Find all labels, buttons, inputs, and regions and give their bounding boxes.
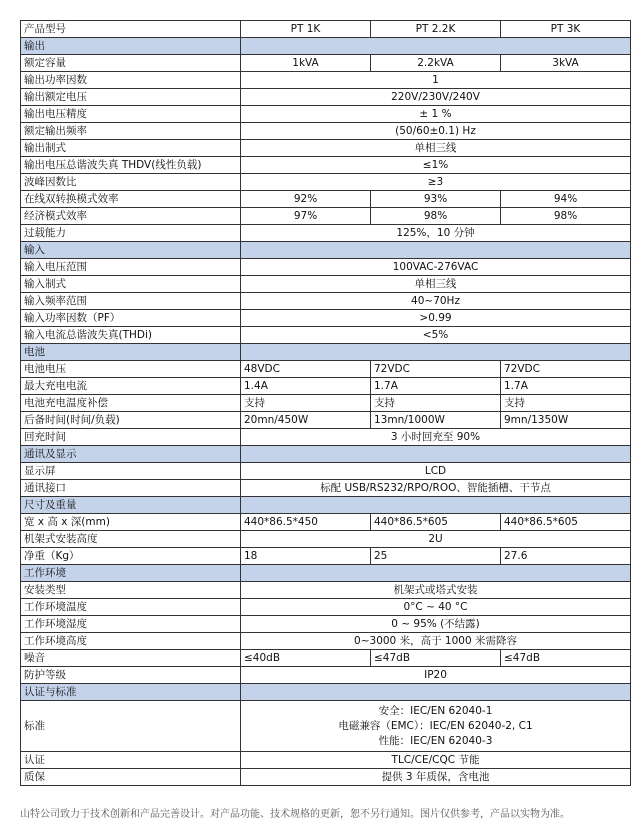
spec-row (21, 531, 631, 548)
spec-value-line: 安全：IEC/EN 62040-1 (378, 704, 493, 717)
spec-label: 额定输出频率 (21, 123, 241, 140)
spec-row (21, 259, 631, 276)
spec-value: ≤47dB (501, 650, 631, 667)
spec-row (21, 395, 631, 412)
spec-row (21, 752, 631, 769)
spec-value: 支持 (241, 395, 371, 412)
header-row (21, 21, 631, 38)
spec-value-multiline (241, 701, 631, 752)
spec-label: 输出额定电压 (21, 89, 241, 106)
spec-row (21, 582, 631, 599)
spec-value: TLC/CE/CQC 节能 (241, 752, 631, 769)
spec-value: 13mn/1000W (371, 412, 501, 429)
spec-value: ≤1% (241, 157, 631, 174)
spec-row (21, 480, 631, 497)
spec-value-line: 性能：IEC/EN 62040-3 (378, 734, 493, 747)
section-row (21, 565, 631, 582)
spec-label: 输出制式 (21, 140, 241, 157)
spec-label: 电池充电温度补偿 (21, 395, 241, 412)
spec-value: <5% (241, 327, 631, 344)
spec-value: LCD (241, 463, 631, 480)
spec-label: 工作环境湿度 (21, 616, 241, 633)
section-row (21, 684, 631, 701)
spec-row (21, 667, 631, 684)
spec-label: 输入制式 (21, 276, 241, 293)
spec-value: 2U (241, 531, 631, 548)
spec-label: 过载能力 (21, 225, 241, 242)
spec-value: (50/60±0.1) Hz (241, 123, 631, 140)
section-label: 输出 (21, 38, 241, 55)
spec-label: 通讯接口 (21, 480, 241, 497)
section-row (21, 38, 631, 55)
spec-value: 1.4A (241, 378, 371, 395)
spec-value: 27.6 (501, 548, 631, 565)
spec-value: 98% (371, 208, 501, 225)
spec-row (21, 123, 631, 140)
spec-label: 输入电流总谐波失真(THDi) (21, 327, 241, 344)
spec-value: 92% (241, 191, 371, 208)
spec-row (21, 616, 631, 633)
section-fill (241, 684, 631, 701)
section-fill (241, 497, 631, 514)
spec-value: 0°C ~ 40 °C (241, 599, 631, 616)
spec-label: 工作环境高度 (21, 633, 241, 650)
spec-value: IP20 (241, 667, 631, 684)
spec-value: 72VDC (371, 361, 501, 378)
spec-value: 3 小时回充至 90% (241, 429, 631, 446)
spec-row (21, 599, 631, 616)
spec-value: 0~3000 米，高于 1000 米需降容 (241, 633, 631, 650)
section-fill (241, 242, 631, 259)
spec-value: 1 (241, 72, 631, 89)
spec-label: 后备时间(时间/负载) (21, 412, 241, 429)
spec-value: 220V/230V/240V (241, 89, 631, 106)
spec-label: 净重（Kg） (21, 548, 241, 565)
spec-value: 2.2kVA (371, 55, 501, 72)
spec-value: 72VDC (501, 361, 631, 378)
spec-label: 输出功率因数 (21, 72, 241, 89)
spec-row (21, 157, 631, 174)
section-row (21, 497, 631, 514)
spec-label: 波峰因数比 (21, 174, 241, 191)
spec-value: 98% (501, 208, 631, 225)
spec-row (21, 514, 631, 531)
spec-value-line: 电磁兼容（EMC）：IEC/EN 62040-2, C1 (338, 719, 533, 732)
spec-value: 3kVA (501, 55, 631, 72)
spec-value: 97% (241, 208, 371, 225)
spec-label: 认证 (21, 752, 241, 769)
spec-value: 48VDC (241, 361, 371, 378)
section-fill (241, 446, 631, 463)
spec-value: 支持 (371, 395, 501, 412)
spec-value: 支持 (501, 395, 631, 412)
section-label: 电池 (21, 344, 241, 361)
spec-value: ≤47dB (371, 650, 501, 667)
spec-row (21, 429, 631, 446)
spec-value: 9mn/1350W (501, 412, 631, 429)
spec-value: 93% (371, 191, 501, 208)
spec-label: 安装类型 (21, 582, 241, 599)
section-label: 尺寸及重量 (21, 497, 241, 514)
header-label: 产品型号 (21, 21, 241, 38)
spec-value: 单相三线 (241, 276, 631, 293)
spec-label: 噪音 (21, 650, 241, 667)
model-pt3k: PT 3K (501, 21, 631, 38)
spec-value: 25 (371, 548, 501, 565)
spec-label: 回充时间 (21, 429, 241, 446)
spec-row (21, 191, 631, 208)
section-label: 输入 (21, 242, 241, 259)
spec-label: 标准 (21, 701, 241, 752)
spec-label: 宽 x 高 x 深(mm) (21, 514, 241, 531)
spec-label: 显示屏 (21, 463, 241, 480)
spec-value: 20mn/450W (241, 412, 371, 429)
section-label: 通讯及显示 (21, 446, 241, 463)
spec-label: 输入频率范围 (21, 293, 241, 310)
spec-label: 输入功率因数（PF） (21, 310, 241, 327)
section-fill (241, 565, 631, 582)
spec-row (21, 633, 631, 650)
spec-label: 输入电压范围 (21, 259, 241, 276)
spec-label: 输出电压总谐波失真 THDV(线性负载) (21, 157, 241, 174)
section-row (21, 344, 631, 361)
spec-row (21, 55, 631, 72)
model-pt22k: PT 2.2K (371, 21, 501, 38)
spec-row (21, 72, 631, 89)
section-row (21, 242, 631, 259)
section-fill (241, 38, 631, 55)
section-label: 工作环境 (21, 565, 241, 582)
spec-label: 在线双转换模式效率 (21, 191, 241, 208)
spec-value: 1.7A (501, 378, 631, 395)
section-fill (241, 344, 631, 361)
spec-label: 经济模式效率 (21, 208, 241, 225)
spec-row (21, 463, 631, 480)
spec-value: 提供 3 年质保，含电池 (241, 769, 631, 786)
spec-value: 125%，10 分钟 (241, 225, 631, 242)
spec-row (21, 310, 631, 327)
section-label: 认证与标准 (21, 684, 241, 701)
spec-row (21, 174, 631, 191)
spec-value: 440*86.5*605 (501, 514, 631, 531)
spec-row (21, 140, 631, 157)
spec-row (21, 89, 631, 106)
spec-label: 工作环境温度 (21, 599, 241, 616)
spec-value: 94% (501, 191, 631, 208)
spec-value: 机架式或塔式安装 (241, 582, 631, 599)
spec-row (21, 701, 631, 752)
spec-value: >0.99 (241, 310, 631, 327)
spec-label: 防护等级 (21, 667, 241, 684)
spec-label: 机架式安装高度 (21, 531, 241, 548)
spec-row (21, 293, 631, 310)
spec-value: 18 (241, 548, 371, 565)
spec-row (21, 412, 631, 429)
spec-label: 最大充电电流 (21, 378, 241, 395)
spec-label: 额定容量 (21, 55, 241, 72)
spec-row (21, 548, 631, 565)
footer-disclaimer: 山特公司致力于技术创新和产品完善设计。对产品功能、技术规格的更新，恕不另行通知。图片仅供参考，产品以实物为准。 (20, 809, 570, 820)
section-row (21, 446, 631, 463)
spec-row (21, 378, 631, 395)
spec-row (21, 225, 631, 242)
spec-table (20, 20, 631, 786)
spec-value: 440*86.5*450 (241, 514, 371, 531)
spec-value: ≤40dB (241, 650, 371, 667)
spec-row (21, 276, 631, 293)
spec-label: 输出电压精度 (21, 106, 241, 123)
spec-row (21, 361, 631, 378)
spec-value: 40~70Hz (241, 293, 631, 310)
model-pt1k: PT 1K (241, 21, 371, 38)
spec-value: 1.7A (371, 378, 501, 395)
spec-value: 440*86.5*605 (371, 514, 501, 531)
spec-label: 电池电压 (21, 361, 241, 378)
spec-value: 100VAC-276VAC (241, 259, 631, 276)
spec-value: 0 ~ 95% (不结露) (241, 616, 631, 633)
spec-row (21, 208, 631, 225)
spec-row (21, 769, 631, 786)
spec-value: 单相三线 (241, 140, 631, 157)
spec-row (21, 327, 631, 344)
spec-value: 标配 USB/RS232/RPO/ROO、智能插槽、干节点 (241, 480, 631, 497)
spec-value: 1kVA (241, 55, 371, 72)
spec-value: ≥3 (241, 174, 631, 191)
spec-label: 质保 (21, 769, 241, 786)
spec-value: ± 1 % (241, 106, 631, 123)
spec-row (21, 650, 631, 667)
spec-row (21, 106, 631, 123)
